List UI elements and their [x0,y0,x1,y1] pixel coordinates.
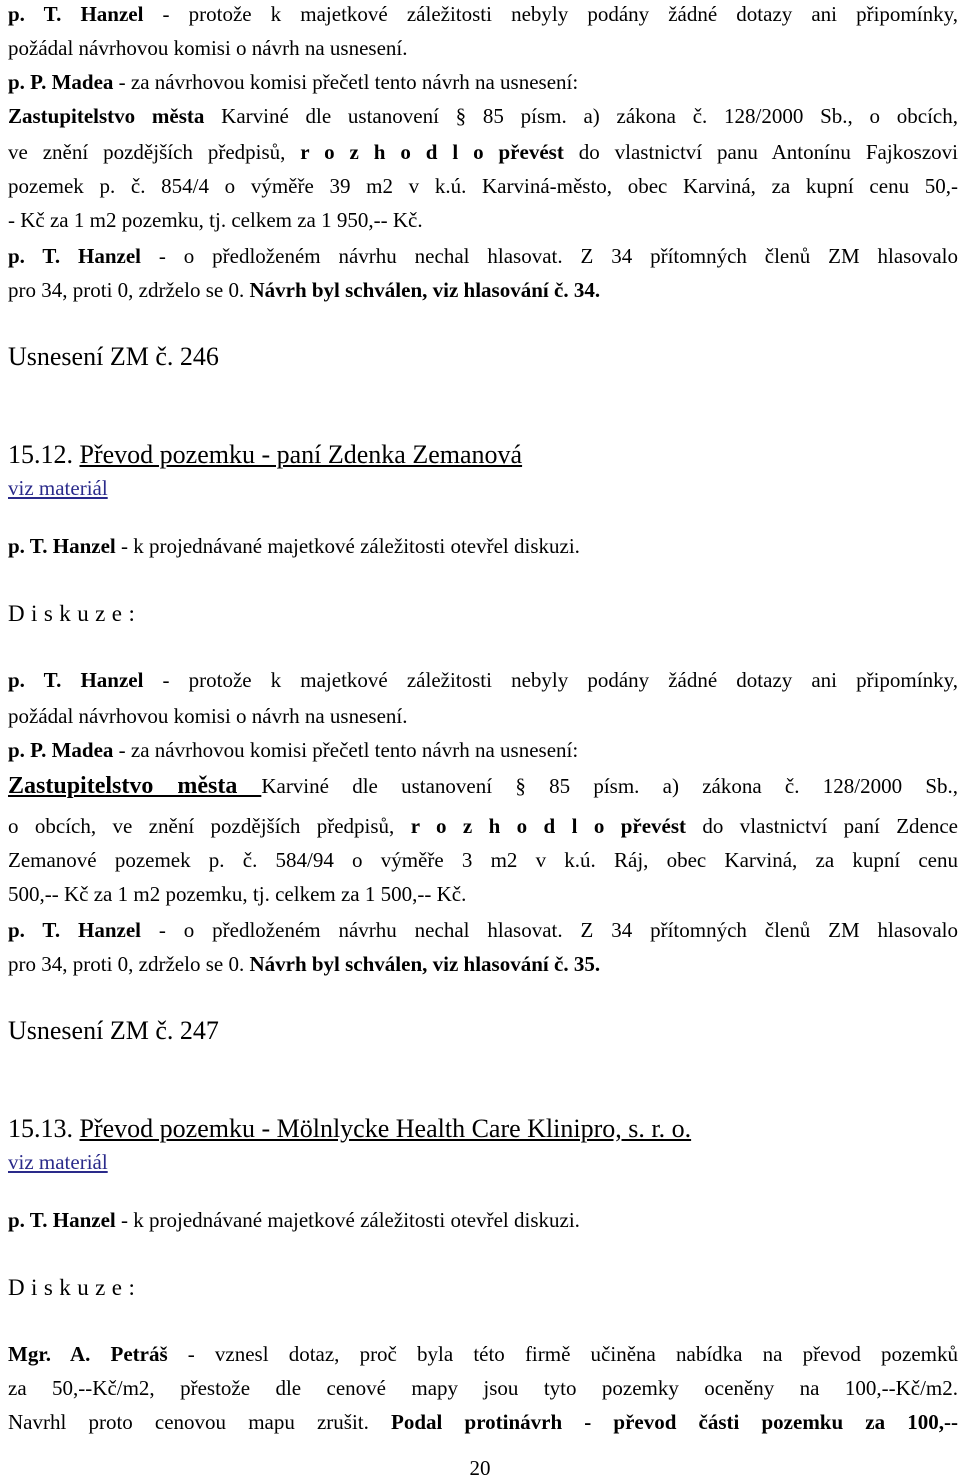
text-line [8,208,958,232]
section-title: Převod pozemku - paní Zdenka Zemanová [79,440,523,469]
text-span: pozemek p. č. 854/4 o výměře 39 m2 v k.ú. Karviná-město, obec Karviná, za kupní cenu 50,- [8,174,958,198]
text-line [8,814,958,838]
text-line [8,952,958,976]
text-line [8,704,958,728]
text-line [8,476,958,500]
speaker-name: p. P. Madea [8,70,114,94]
text-line [8,774,958,798]
text-span: ve znění pozdějších předpisů, [8,140,301,164]
text-span: pro 34, proti 0, zdrželo se 0. [8,278,250,302]
text-span: Zemanové pozemek p. č. 584/94 o výměře 3 m2 v k.ú. Ráj, obec Karviná, za kupní cenu [8,848,958,872]
council-name: Zastupitelstvo města [8,104,205,128]
text-span: - za návrhovou komisi přečetl tento návrh na usnesení: [113,70,579,94]
section-heading [8,440,958,470]
text-span: do vlastnictví paní Zdence [686,814,958,838]
speaker-name: p. T. Hanzel [8,1208,116,1232]
council-name: Zastupitelstvo města [8,773,262,799]
text-line [8,36,958,60]
text-span: Karviné dle ustanovení § 85 písm. a) zákona č. 128/2000 Sb., o obcích, [204,104,958,128]
decision-verb: r o z h o d l o převést [300,140,564,164]
speaker-name: p. T. Hanzel [8,2,144,26]
text-line [8,140,958,164]
text-span: - protože k majetkové záležitosti nebyly podány žádné dotazy ani připomínky, [143,2,958,26]
text-line [8,70,958,94]
text-line [8,104,958,128]
resolution-heading: Usnesení ZM č. 247 [8,1016,219,1045]
text-line [8,668,958,692]
text-line [8,848,958,872]
text-line [8,738,958,762]
text-span: požádal návrhovou komisi o návrh na usnesení. [8,36,408,60]
discussion-heading: Diskuze: [8,601,142,626]
text-span: 500,-- Kč za 1 m2 pozemku, tj. celkem za 1 500,-- Kč. [8,882,467,906]
text-line [8,534,958,558]
speaker-name: p. T. Hanzel [8,668,144,692]
decision-verb: r o z h o d l o převést [410,814,687,838]
section-number: 15.13. [8,1114,73,1143]
text-line [8,174,958,198]
text-line [8,244,958,268]
text-line [8,1208,958,1232]
text-line [8,882,958,906]
speaker-name: p. T. Hanzel [8,534,116,558]
text-span: za 50,--Kč/m2, přestože dle cenové mapy jsou tyto pozemky oceněny na 100,--Kč/m2. [8,1376,958,1400]
section-heading [8,1114,958,1144]
counter-proposal: Podal protinávrh - převod části pozemku za 100,-- [391,1410,959,1434]
material-link[interactable]: viz materiál [8,1150,108,1174]
text-span: pro 34, proti 0, zdrželo se 0. [8,952,250,976]
material-link[interactable]: viz materiál [8,476,108,500]
text-span: - k projednávané majetkové záležitosti otevřel diskuzi. [115,534,580,558]
discussion-heading: Diskuze: [8,1275,142,1300]
text-span: - o předloženém návrhu nechal hlasovat. Z 34 přítomných členů ZM hlasovalo [141,244,958,268]
text-span: - k projednávané majetkové záležitosti otevřel diskuzi. [115,1208,580,1232]
text-line [8,918,958,942]
section-title: Převod pozemku - Mölnlycke Health Care Klinipro, s. r. o. [79,1114,692,1143]
text-line [8,2,958,26]
text-span: - Kč za 1 m2 pozemku, tj. celkem za 1 950,-- Kč. [8,208,423,232]
section-number: 15.12. [8,440,73,469]
speaker-name: p. P. Madea [8,738,114,762]
vote-result: Návrh byl schválen, viz hlasování č. 35. [249,952,601,976]
text-span: Karviné dle ustanovení § 85 písm. a) zákona č. 128/2000 Sb., [261,774,959,798]
text-line [8,1342,958,1366]
text-line [8,1150,958,1174]
text-span: o obcích, ve znění pozdějších předpisů, [8,814,411,838]
text-span: požádal návrhovou komisi o návrh na usnesení. [8,704,408,728]
text-span: - protože k majetkové záležitosti nebyly podány žádné dotazy ani připomínky, [143,668,958,692]
text-span: - vznesl dotaz, proč byla této firmě učiněna nabídka na převod pozemků [167,1342,959,1366]
text-span: - za návrhovou komisi přečetl tento návrh na usnesení: [113,738,579,762]
text-line [8,1410,958,1434]
text-span: - o předloženém návrhu nechal hlasovat. Z 34 přítomných členů ZM hlasovalo [141,918,958,942]
text-line [8,278,958,302]
speaker-name: p. T. Hanzel [8,244,142,268]
text-line [8,1376,958,1400]
resolution-heading: Usnesení ZM č. 246 [8,342,219,371]
speaker-name: p. T. Hanzel [8,918,142,942]
vote-result: Návrh byl schválen, viz hlasování č. 34. [249,278,601,302]
page-number: 20 [469,1456,491,1480]
text-span: Navrhl proto cenovou mapu zrušit. [8,1410,392,1434]
text-span: do vlastnictví panu Antonínu Fajkoszovi [563,140,958,164]
speaker-name: Mgr. A. Petráš [8,1342,168,1366]
